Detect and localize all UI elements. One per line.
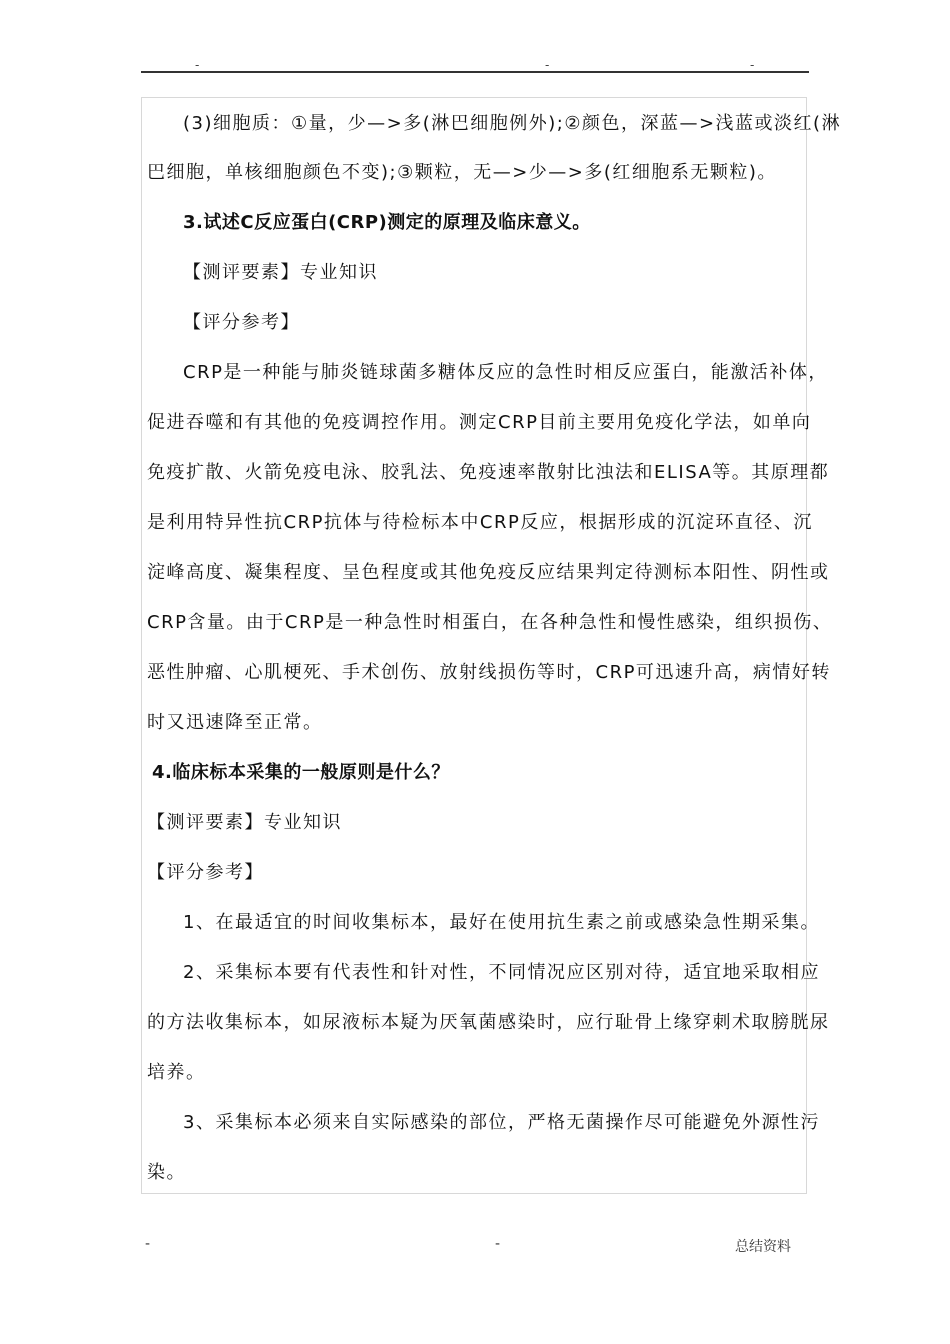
header-dash-1: - [195,58,200,72]
footer-label: 总结资料 [735,1239,791,1255]
header-dash-3: - [750,58,755,72]
text-line: 培养。 [147,1062,206,1083]
text-line: (3)细胞质：①量，少—>多(淋巴细胞例外);②颜色，深蓝—>浅蓝或淡红(淋 [183,113,842,134]
text-line: 3、采集标本必须来自实际感染的部位，严格无菌操作尽可能避免外源性污 [183,1112,820,1133]
text-line: CRP是一种能与肺炎链球菌多糖体反应的急性时相反应蛋白，能激活补体， [183,362,828,383]
text-line: 促进吞噬和有其他的免疫调控作用。测定CRP目前主要用免疫化学法，如单向 [147,412,812,433]
text-line: 淀峰高度、凝集程度、呈色程度或其他免疫反应结果判定待测标本阳性、阴性或 [147,562,830,583]
text-line: 染。 [147,1162,186,1183]
footer-dash-1: - [145,1236,151,1252]
text-line: 恶性肿瘤、心肌梗死、手术创伤、放射线损伤等时，CRP可迅速升高，病情好转 [147,662,831,683]
text-line: CRP含量。由于CRP是一种急性时相蛋白，在各种急性和慢性感染，组织损伤、 [147,612,833,633]
text-line: 时又迅速降至正常。 [147,712,323,733]
question-heading: 4.临床标本采集的一般原则是什么？ [152,762,450,783]
text-line: 巴细胞，单核细胞颜色不变);③颗粒，无—>少—>多(红细胞系无颗粒)。 [147,162,777,183]
text-line: 1、在最适宜的时间收集标本，最好在使用抗生素之前或感染急性期采集。 [183,912,820,933]
section-label: 【测评要素】专业知识 [183,262,378,283]
section-label: 【评分参考】 [183,312,300,333]
text-line: 是利用特异性抗CRP抗体与待检标本中CRP反应，根据形成的沉淀环直径、沉 [147,512,813,533]
footer-dash-2: - [495,1236,501,1252]
section-label: 【评分参考】 [147,862,264,883]
text-line: 2、采集标本要有代表性和针对性，不同情况应区别对待，适宜地采取相应 [183,962,820,983]
question-heading: 3.试述C反应蛋白(CRP)测定的原理及临床意义。 [183,212,591,233]
header-dash-2: - [545,58,550,72]
text-line: 免疫扩散、火箭免疫电泳、胶乳法、免疫速率散射比浊法和ELISA等。其原理都 [147,462,830,483]
header-rule [141,71,809,73]
text-line: 的方法收集标本，如尿液标本疑为厌氧菌感染时，应行耻骨上缘穿刺术取膀胱尿 [147,1012,830,1033]
section-label: 【测评要素】专业知识 [147,812,342,833]
